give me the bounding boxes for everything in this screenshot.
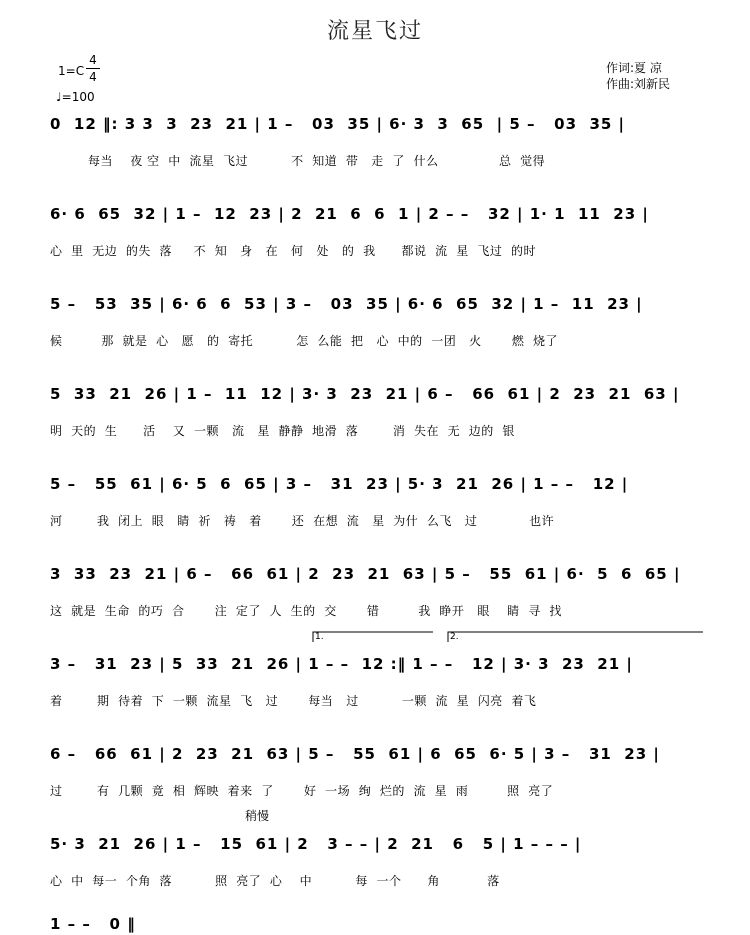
composer-credit: 作曲:刘新民 <box>606 77 671 91</box>
song-title: 流星飞过 <box>326 19 423 44</box>
notation-line: 3 – 31 23 | 5 33 21 26 | 1 – – 12 :‖ 1 – – 12 | 3· 3 23 21 | <box>50 655 633 673</box>
time-denominator: 4 <box>86 68 100 85</box>
first-ending-label: 1. <box>315 632 324 642</box>
lyric-line: 明 天的 生 活 又 一颗 流 星 静静 地滑 落 消 失在 无 边的 银 <box>50 424 515 438</box>
key-signature: 1=C <box>58 64 85 78</box>
second-ending-label: 2. <box>450 632 459 642</box>
notation-line: 6· 6 65 32 | 1 – 12 23 | 2 21 6 6 1 | 2 – – 32 | 1· 1 11 23 | <box>50 205 649 223</box>
notation-line: 3 33 23 21 | 6 – 66 61 | 2 23 21 63 | 5 – 55 61 | 6· 5 6 65 | <box>50 565 681 583</box>
notation-line: 1 – – 0 ‖ <box>50 915 136 933</box>
notation-line: 5 – 55 61 | 6· 5 6 65 | 3 – 31 23 | 5· 3 21 26 | 1 – – 12 | <box>50 475 629 493</box>
tempo-marking: 稍慢 <box>245 809 270 823</box>
lyric-line: 河 我 闭上 眼 睛 祈 祷 着 还 在想 流 星 为什 么飞 过 也许 <box>50 514 555 528</box>
lyric-line: 心 里 无边 的失 落 不 知 身 在 何 处 的 我 都说 流 星 飞过 的时 <box>50 244 536 258</box>
notation-line: 5 33 21 26 | 1 – 11 12 | 3· 3 23 21 | 6 – 66 61 | 2 23 21 63 | <box>50 385 680 403</box>
lyric-line: 过 有 几颗 竟 相 辉映 着来 了 好 一场 绚 烂的 流 星 雨 照 亮了 <box>50 784 554 798</box>
lyricist-credit: 作词:夏 凉 <box>606 61 662 75</box>
notation-line: 5 – 53 35 | 6· 6 6 53 | 3 – 03 35 | 6· 6 65 32 | 1 – 11 23 | <box>50 295 643 313</box>
time-numerator: 4 <box>89 53 97 67</box>
lyric-line: 候 那 就是 心 愿 的 寄托 怎 么能 把 心 中的 一团 火 燃 烧了 <box>50 334 558 348</box>
lyric-line: 这 就是 生命 的巧 合 注 定了 人 生的 交 错 我 睁开 眼 睛 寻 找 <box>50 604 562 618</box>
notation-line: 0 12 ‖: 3 3 3 23 21 | 1 – 03 35 | 6· 3 3 65 | 5 – 03 35 | <box>50 115 626 133</box>
lyric-line: 心 中 每一 个角 落 照 亮了 心 中 每 一个 角 落 <box>50 874 500 888</box>
tempo-indication: ♩=100 <box>56 90 95 104</box>
notation-line: 6 – 66 61 | 2 23 21 63 | 5 – 55 61 | 6 65 6· 5 | 3 – 31 23 | <box>50 745 660 763</box>
notation-line: 5· 3 21 26 | 1 – 15 61 | 2 3 – – | 2 21 6 5 | 1 – – – | <box>50 835 582 853</box>
lyric-line: 每当 夜 空 中 流星 飞过 不 知道 带 走 了 什么 总 觉得 <box>88 154 546 168</box>
lyric-line: 着 期 待着 下 一颗 流星 飞 过 每当 过 一颗 流 星 闪亮 着飞 <box>50 694 537 708</box>
